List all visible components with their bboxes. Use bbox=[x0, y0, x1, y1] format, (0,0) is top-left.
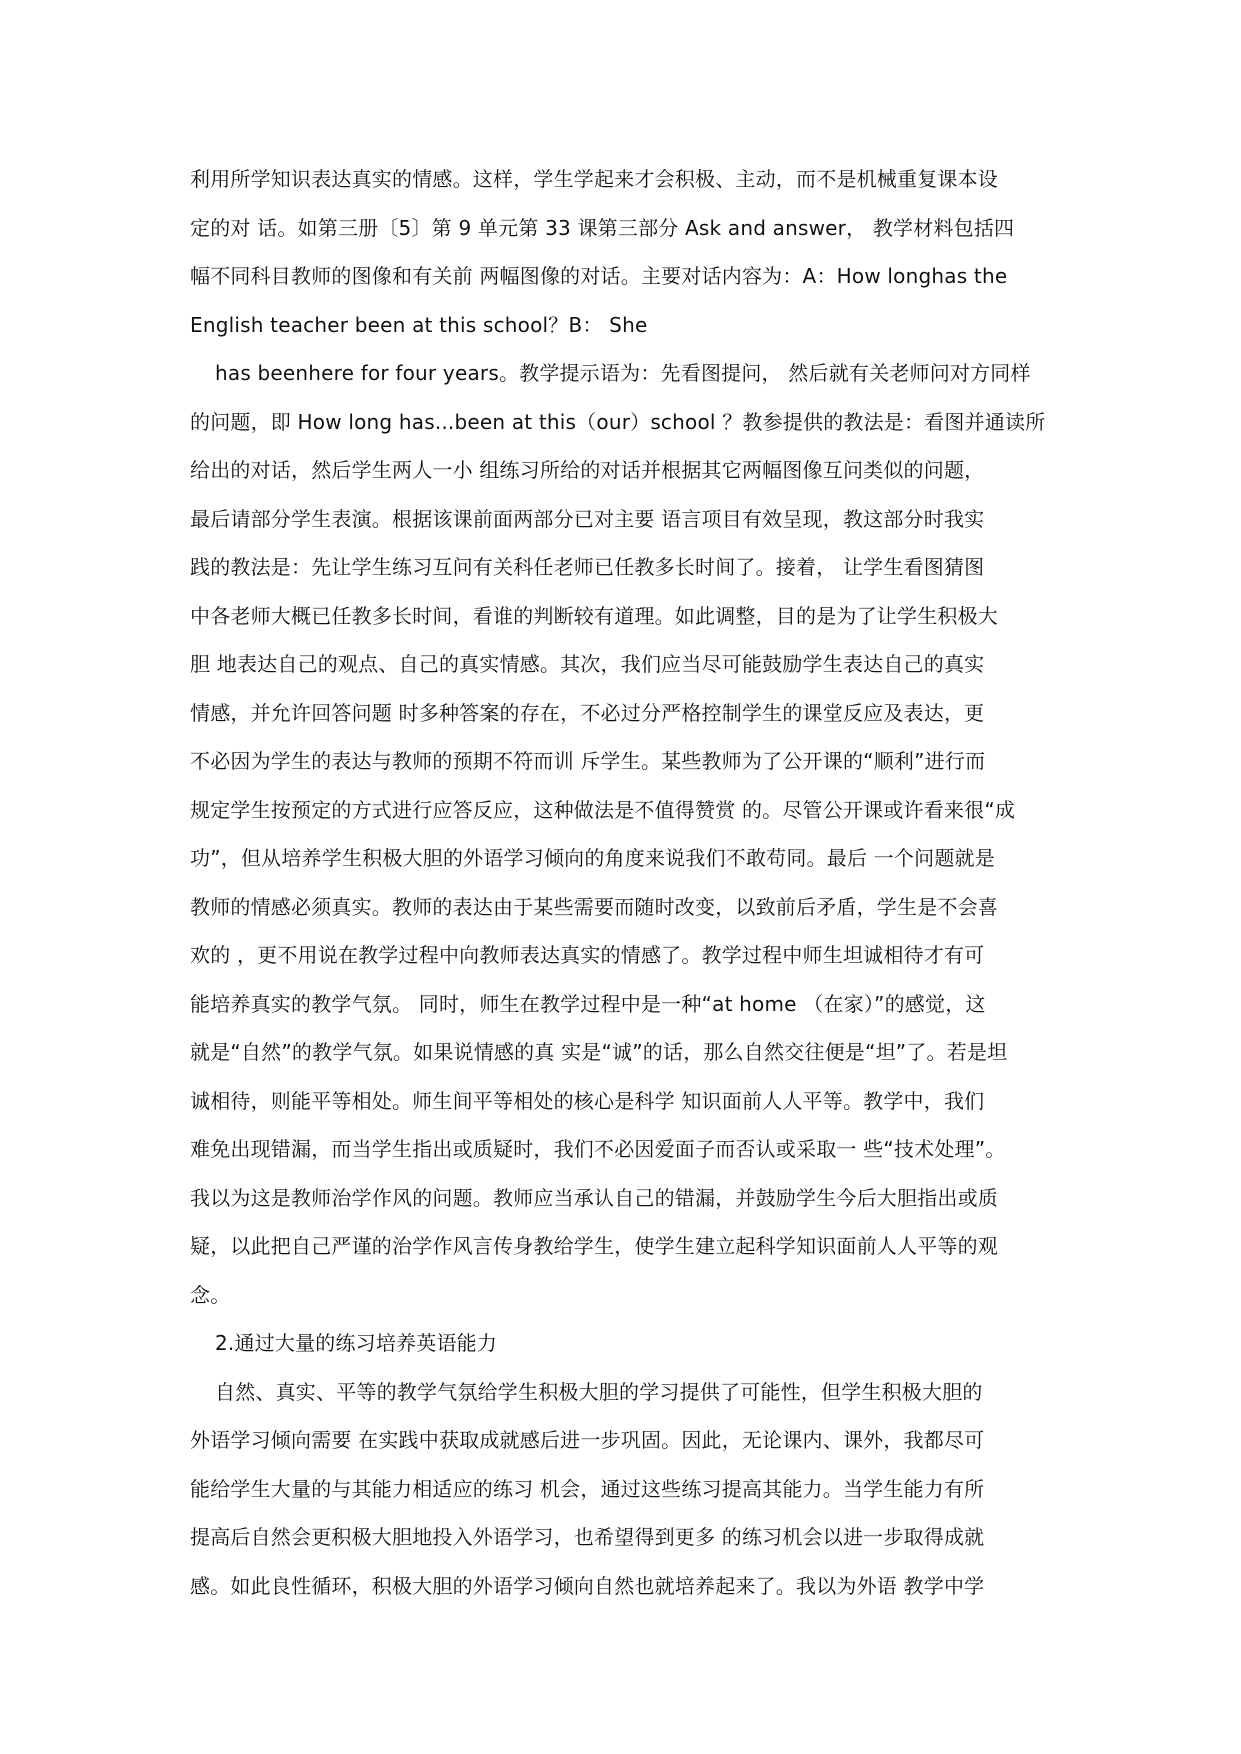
text-line: 功”，但从培养学生积极大胆的外语学习倾向的角度来说我们不敢苟同。最后 一个问题就是 bbox=[190, 846, 995, 870]
text-line: 能给学生大量的与其能力相适应的练习 机会，通过这些练习提高其能力。当学生能力有所 bbox=[190, 1476, 985, 1501]
text-line: 感。如此良性循环，积极大胆的外语学习倾向自然也就培养起来了。我以为外语 教学中学 bbox=[190, 1573, 985, 1598]
text-line: 外语学习倾向需要 在实践中获取成就感后进一步巩固。因此，无论课内、课外，我都尽可 bbox=[190, 1428, 985, 1452]
text-line: English teacher been at this school？B： She bbox=[190, 312, 648, 337]
text-line: 践的教法是：先让学生练习互问有关科任老师已任教多长时间了。接着， 让学生看图猜图 bbox=[190, 555, 985, 579]
text-line: 自然、真实、平等的教学气氛给学生积极大胆的学习提供了可能性，但学生积极大胆的 bbox=[215, 1379, 983, 1404]
text-line: 的问题，即 How long has...been at this（our）school ？教参提供的教法是：看图并通读所 bbox=[190, 409, 1046, 434]
text-line: 中各老师大概已任教多长时间，看谁的判断较有道理。如此调整，目的是为了让学生积极大 bbox=[190, 603, 998, 628]
text-line: 胆 地表达自己的观点、自己的真实情感。其次，我们应当尽可能鼓励学生表达自己的真实 bbox=[190, 652, 985, 676]
text-line: 诚相待，则能平等相处。师生间平等相处的核心是科学 知识面前人人平等。教学中，我们 bbox=[190, 1088, 985, 1113]
body-text bbox=[190, 155, 1060, 1610]
text-line: 欢的 ，更不用说在教学过程中向教师表达真实的情感了。教学过程中师生坦诚相待才有可 bbox=[190, 943, 985, 967]
section-heading: 2.通过大量的练习培养英语能力 bbox=[215, 1331, 498, 1355]
text-line: 最后请部分学生表演。根据该课前面两部分已对主要 语言项目有效呈现，教这部分时我实 bbox=[190, 506, 985, 531]
text-line: 幅不同科目教师的图像和有关前 两幅图像的对话。主要对话内容为：A：How longhas the bbox=[190, 264, 1008, 288]
text-line: 念。 bbox=[190, 1282, 231, 1307]
text-line: 能培养真实的教学气氛。 同时，师生在教学过程中是一种“at home （在家）”的感觉，这 bbox=[190, 991, 986, 1016]
text-line: 难免出现错漏，而当学生指出或质疑时，我们不必因爱面子而否认或采取一 些“技术处理”。 bbox=[190, 1137, 1006, 1161]
text-line: 就是“自然”的教学气氛。如果说情感的真 实是“诚”的话，那么自然交往便是“坦”了。若是坦 bbox=[190, 1040, 1008, 1064]
text-line: 疑，以此把自己严谨的治学作风言传身教给学生，使学生建立起科学知识面前人人平等的观 bbox=[190, 1234, 998, 1258]
text-line: 不必因为学生的表达与教师的预期不符而训 斥学生。某些教师为了公开课的“顺利”进行而 bbox=[190, 749, 986, 773]
text-line: 提高后自然会更积极大胆地投入外语学习，也希望得到更多 的练习机会以进一步取得成就 bbox=[190, 1525, 985, 1549]
text-line: 定的对 话。如第三册〔5〕第 9 单元第 33 课第三部分 Ask and answer， 教学材料包括四 bbox=[190, 215, 1015, 240]
text-line: has beenhere for four years。教学提示语为：先看图提问， 然后就有关老师问对方同样 bbox=[215, 361, 1031, 385]
text-line: 我以为这是教师治学作风的问题。教师应当承认自己的错漏，并鼓励学生今后大胆指出或质 bbox=[190, 1185, 998, 1210]
text-line: 利用所学知识表达真实的情感。这样，学生学起来才会积极、主动，而不是机械重复课本设 bbox=[190, 167, 998, 191]
text-line: 教师的情感必须真实。教师的表达由于某些需要而随时改变，以致前后矛盾，学生是不会喜 bbox=[190, 894, 998, 919]
text-line: 给出的对话，然后学生两人一小 组练习所给的对话并根据其它两幅图像互问类似的问题， bbox=[190, 458, 985, 482]
text-line: 情感，并允许回答问题 时多种答案的存在，不必过分严格控制学生的课堂反应及表达，更 bbox=[190, 700, 985, 725]
text-line: 规定学生按预定的方式进行应答反应，这种做法是不值得赞赏 的。尽管公开课或许看来很“成 bbox=[190, 797, 1016, 822]
